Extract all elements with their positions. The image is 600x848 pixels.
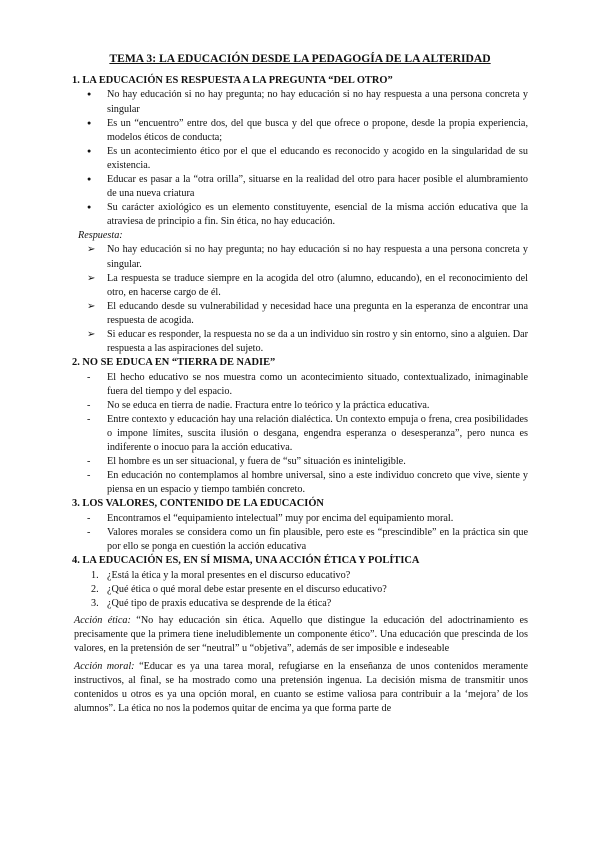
bullet-icon (87, 88, 101, 102)
document-title: TEMA 3: LA EDUCACIÓN DESDE LA PEDAGOGÍA DE LA ALTERIDAD (109, 52, 491, 65)
list-item: ➢ La respuesta se traduce siempre en la acogida del otro (alumno, educando), en el reconocimiento del otro, en hacerse cargo de él. (74, 272, 528, 300)
list-number: 1. (91, 569, 99, 581)
list-item: ➢ El educando desde su vulnerabilidad y necesidad hace una pregunta en la esperanza de encontrar una respuesta de acogida. (74, 300, 528, 328)
section-2-heading: 2. NO SE EDUCA EN “TIERRA DE NADIE” (72, 357, 276, 369)
section-2-list (74, 371, 528, 498)
document-body (74, 74, 528, 716)
list-item: - En educación no contemplamos al hombre universal, sino a este individuo concreto que vive, siente y piensa en un espacio y tiempo también concreto. (74, 469, 528, 497)
list-item: - No se educa en tierra de nadie. Fractura entre lo teórico y la práctica educativa. (74, 399, 528, 413)
list-item: ● Su carácter axiológico es un elemento constituyente, esencial de la misma acción educativa que la atraviesa de principio a fin. Sin ética, no hay educación. (74, 201, 528, 229)
list-item: 3. ¿Qué tipo de praxis educativa se desprende de la ética? (74, 597, 528, 611)
list-number: 2. (91, 583, 99, 595)
dash-bullet-icon (87, 399, 101, 413)
list-item: - Entre contexto y educación hay una relación dialéctica. Un contexto empuja o frena, crea posibilidades o impone límites, suscita ilusión o desgana, engendra esperanza o desesperanza”, pero nunca es indiferente o inocuo para la acción educativa. (74, 413, 528, 455)
section-4-numbered-list (74, 569, 528, 611)
list-item: - Valores morales se considera como un fin plausible, pero este es “prescindible” en la práctica sin que por ello se ponga en cuestión la acción educativa (74, 526, 528, 554)
list-item: ➢ Si educar es responder, la respuesta no se da a un individuo sin rostro y sin entorno, sino a alguien. Dar respuesta a las aspiraciones del sujeto. (74, 328, 528, 356)
list-item: - El hombre es un ser situacional, y fuera de “su” situación es ininteligible. (74, 455, 528, 469)
dash-bullet-icon (87, 371, 101, 385)
section-4-heading: 4. LA EDUCACIÓN ES, EN SÍ MISMA, UNA ACCIÓN ÉTICA Y POLÍTICA (72, 555, 420, 567)
accion-moral-label: Acción moral: (74, 661, 135, 673)
respuesta-label: Respuesta: (78, 230, 123, 242)
dash-bullet-icon (87, 512, 101, 526)
list-item: ➢ No hay educación si no hay pregunta; no hay educación si no hay respuesta a una persona concreta y singular. (74, 243, 528, 271)
section-1-arrow-list (74, 243, 528, 356)
dash-bullet-icon (87, 455, 101, 469)
list-item: 2. ¿Qué ética o qué moral debe estar presente en el discurso educativo? (74, 583, 528, 597)
arrow-bullet-icon (87, 300, 101, 314)
section-3-list (74, 512, 528, 554)
section-3-heading: 3. LOS VALORES, CONTENIDO DE LA EDUCACIÓN (72, 498, 324, 510)
bullet-icon (87, 117, 101, 131)
bullet-icon (87, 173, 101, 187)
list-item: ● Educar es pasar a la “otra orilla”, situarse en la realidad del otro para hacer posible el alumbramiento de una nueva criatura (74, 173, 528, 201)
dash-bullet-icon (87, 526, 101, 540)
bullet-icon (87, 201, 101, 215)
list-item: ● No hay educación si no hay pregunta; no hay educación si no hay respuesta a una persona concreta y singular (74, 88, 528, 116)
arrow-bullet-icon (87, 243, 101, 257)
arrow-bullet-icon (87, 272, 101, 286)
section-1-bullet-list (74, 88, 528, 229)
accion-etica-paragraph: Acción ética: “No hay educación sin ética. Aquello que distingue la educación del adoctrinamiento es precisamente que la primera tiene ineludiblemente un componente ético”. Una educación que prescinda de los valores, en la pretensión de ser “neutral” u “objetiva”, además de ser imposible e indeseable (74, 614, 528, 654)
accion-etica-label: Acción ética: (74, 614, 131, 626)
arrow-bullet-icon (87, 328, 101, 342)
list-item: - El hecho educativo se nos muestra como un acontecimiento situado, contextualizado, inimaginable fuera del tiempo y del espacio. (74, 371, 528, 399)
list-item: ● Es un acontecimiento ético por el que el educando es reconocido y acogido en la singularidad de su existencia. (74, 145, 528, 173)
dash-bullet-icon (87, 469, 101, 483)
list-item: ● Es un “encuentro” entre dos, del que busca y del que ofrece o propone, desde la propia experiencia, modelos éticos de conducta; (74, 117, 528, 145)
dash-bullet-icon (87, 413, 101, 427)
accion-moral-paragraph: Acción moral: “Educar es ya una tarea moral, refugiarse en la enseñanza de unos contenidos meramente instructivos, al final, se ha mostrado como una pretensión ingenua. La decisión misma de transmitir unos contenidos u otros es ya una opción moral, en cuanto se estime valiosa para contribuir a la ‘mejora’ de los alumnos”. La ética no nos la podemos quitar de encima ya que forma parte de (74, 661, 528, 715)
bullet-icon (87, 145, 101, 159)
list-item: 1. ¿Está la ética y la moral presentes en el discurso educativo? (74, 569, 528, 583)
section-1-heading: 1. LA EDUCACIÓN ES RESPUESTA A LA PREGUNTA “DEL OTRO” (72, 75, 393, 86)
list-item: - Encontramos el “equipamiento intelectual” muy por encima del equipamiento moral. (74, 512, 528, 526)
list-number: 3. (91, 597, 99, 609)
